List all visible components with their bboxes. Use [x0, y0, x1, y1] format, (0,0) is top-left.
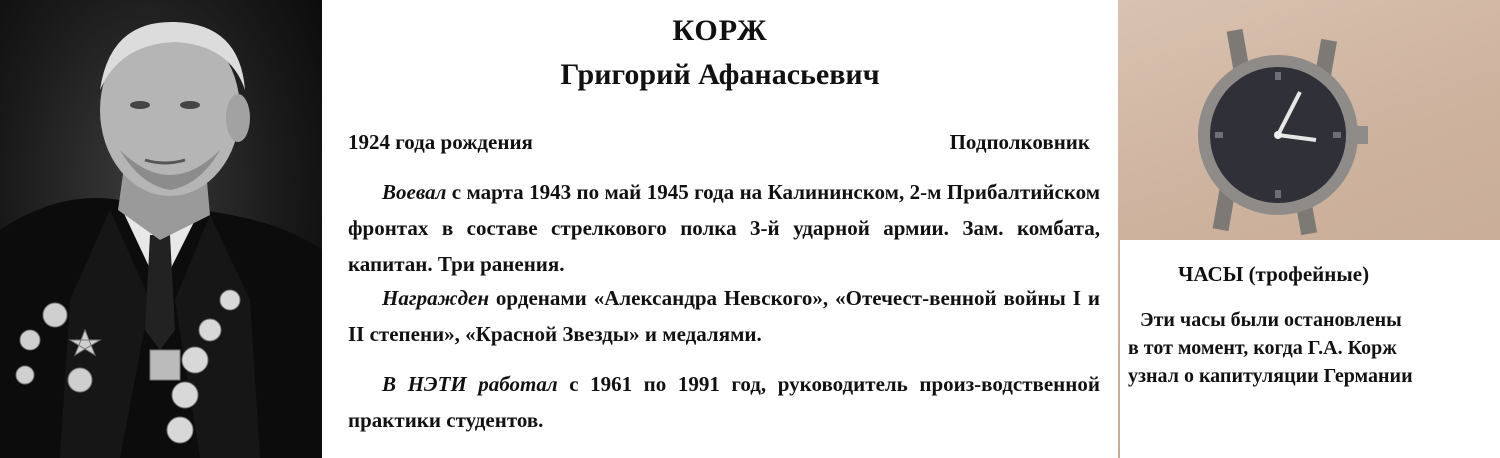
watch-caption-card [1120, 240, 1500, 458]
combat-lead: Воевал [382, 180, 447, 204]
portrait-illustration [0, 0, 322, 458]
military-rank: Подполковник [949, 130, 1090, 154]
combat-paragraph [348, 174, 1100, 282]
biography-panel [322, 0, 1118, 458]
watch-photo [1118, 0, 1500, 458]
watch-caption-line: Эти часы были остановлены [1140, 309, 1402, 331]
awards-paragraph [348, 280, 1100, 352]
watch-caption [1128, 306, 1488, 390]
awards-lead: Награжден [382, 286, 489, 310]
awards-text: орденами «Александра Невского», «Отечест-венной войны I и II степени», «Красной Звезды» и медалями. [348, 286, 1100, 346]
fullname-heading: Григорий Афанасьевич [560, 58, 880, 91]
work-lead: В НЭТИ работал [382, 372, 558, 396]
portrait-photo [0, 0, 322, 458]
watch-caption-line: в тот момент, когда Г.А. Корж [1128, 337, 1397, 359]
surname-heading: КОРЖ [672, 14, 768, 47]
birth-year: 1924 года рождения [348, 130, 533, 154]
watch-caption-line: узнал о капитуляции Германии [1128, 365, 1413, 387]
watch-title: ЧАСЫ (трофейные) [1178, 262, 1370, 286]
combat-text: с марта 1943 по май 1945 года на Калининском, 2-м Прибалтийском фронтах в составе стрелкового полка 3-й ударной армии. Зам. комбата, капитан. Три ранения. [348, 180, 1100, 276]
work-text: с 1961 по 1991 год, руководитель произ-водственной практики студентов. [348, 372, 1100, 432]
work-paragraph [348, 366, 1100, 438]
